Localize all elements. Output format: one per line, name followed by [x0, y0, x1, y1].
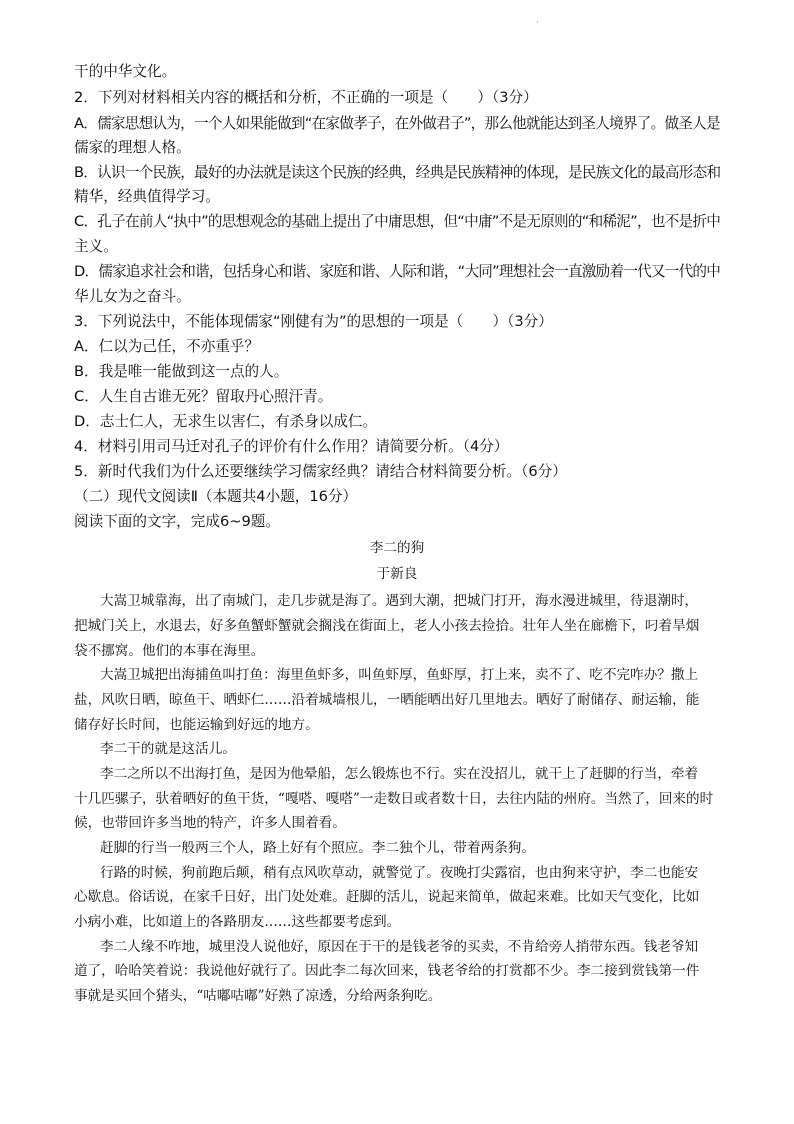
option-2c: C．孔子在前人“执中”的思想观念的基础上提出了中庸思想，但“中庸”不是无原则的“和稀泥”，也不是折中 [74, 213, 721, 230]
story-line: 心歇息。俗话说，在家千日好，出门处处难。赶脚的活儿，说起来简单，做起来难。比如天气变化，比如 [74, 889, 700, 905]
option-2d: D．儒家追求社会和谐，包括身心和谐、家庭和谐、人际和谐，“大同”理想社会一直激励着一代又一代的中 [74, 263, 721, 280]
question-3: 3．下列说法中，不能体现儒家“刚健有为”的思想的一项是（ ）（3分） [74, 313, 553, 330]
text-line: 干的中华文化。 [74, 63, 177, 80]
option-3a: A．仁以为己任，不亦重乎？ [74, 338, 260, 355]
option-3d: D．志士仁人，无求生以害仁，有杀身以成仁。 [74, 413, 378, 430]
reading-instruction: 阅读下面的文字，完成6~9题。 [74, 513, 280, 530]
question-2: 2．下列对材料相关内容的概括和分析，不正确的一项是（ ）（3分） [74, 89, 538, 106]
option-3b: B．我是唯一能做到这一点的人。 [74, 363, 289, 380]
story-line: 行路的时候，狗前跑后颠，稍有点风吹草动，就警觉了。夜晚打尖露宿，也由狗来守护，李二也能安 [100, 865, 699, 881]
option-3c: C．人生自古谁无死？留取丹心照汗青。 [74, 388, 333, 405]
option-2d-cont: 华儿女为之奋斗。 [74, 288, 191, 305]
story-line: 赶脚的行当一般两三个人，路上好有个照应。李二独个儿，带着两条狗。 [100, 840, 535, 856]
story-line: 事就是买回个猪头，“咕嘟咕嘟”好熟了凉透，分给两条狗吃。 [74, 988, 442, 1004]
story-line: 李二干的就是这活儿。 [100, 741, 236, 757]
story-line: 大嵩卫城把出海捕鱼叫打鱼：海里鱼虾多，叫鱼虾厚，鱼虾厚，打上来，卖不了、吃不完咋办？撒上 [100, 667, 699, 683]
story-line: 储存好长时间，也能运输到好远的地方。 [74, 717, 319, 733]
option-2c-cont: 主义。 [74, 238, 118, 255]
story-line: 候，也带回许多当地的特产，许多人围着看。 [74, 815, 346, 831]
option-2b: B．认识一个民族，最好的办法就是读这个民族的经典，经典是民族精神的体现，是民族文化的最高形态和 [74, 164, 721, 181]
story-line: 盐，风吹日晒，晾鱼干、晒虾仁……沿着城墙根儿，一晒能晒出好几里地去。晒好了耐储存、耐运输，能 [74, 692, 700, 708]
story-line: 李二之所以不出海打鱼，是因为他晕船，怎么锻炼也不行。实在没招儿，就干上了赶脚的行当，牵着 [100, 766, 699, 782]
section-heading: （二）现代文阅读Ⅱ（本题共4小题，16分） [74, 488, 358, 505]
question-5: 5．新时代我们为什么还要继续学习儒家经典？请结合材料简要分析。（6分） [74, 463, 567, 480]
page-mark: · [536, 18, 539, 27]
option-2a: A．儒家思想认为，一个人如果能做到“在家做孝子，在外做君子”，那么他就能达到圣人境界了。做圣人是 [74, 115, 720, 132]
story-title: 李二的狗 [369, 540, 425, 556]
story-line: 道了，哈哈笑着说：我说他好就行了。因此李二每次回来，钱老爷给的打赏都不少。李二接到赏钱第一件 [74, 963, 700, 979]
option-2a-cont: 儒家的理想人格。 [74, 139, 191, 156]
story-line: 李二人缘不咋地，城里没人说他好，原因在于干的是钱老爷的买卖，不肯给旁人捎带东西。钱老爷知 [100, 939, 699, 955]
story-line: 大嵩卫城靠海，出了南城门，走几步就是海了。遇到大潮，把城门打开，海水漫进城里，待退潮时， [100, 593, 699, 609]
story-line: 袋不挪窝。他们的本事在海里。 [74, 643, 265, 659]
story-line: 小病小难，比如道上的各路朋友……这些都要考虑到。 [74, 914, 401, 930]
question-4: 4．材料引用司马迁对孔子的评价有什么作用？请简要分析。（4分） [74, 438, 509, 455]
story-line: 把城门关上，水退去，好多鱼蟹虾蟹就会搁浅在街面上，老人小孩去捡拾。壮年人坐在廊檐下，叼着旱烟 [74, 618, 700, 634]
story-line: 十几匹骡子，驮着晒好的鱼干货，“嘎嗒、嘎嗒”一走数日或者数十日，去往内陆的州府。当然了，回来的时 [74, 791, 714, 807]
option-2b-cont: 精华，经典值得学习。 [74, 188, 220, 205]
story-author: 于新良 [376, 566, 418, 582]
